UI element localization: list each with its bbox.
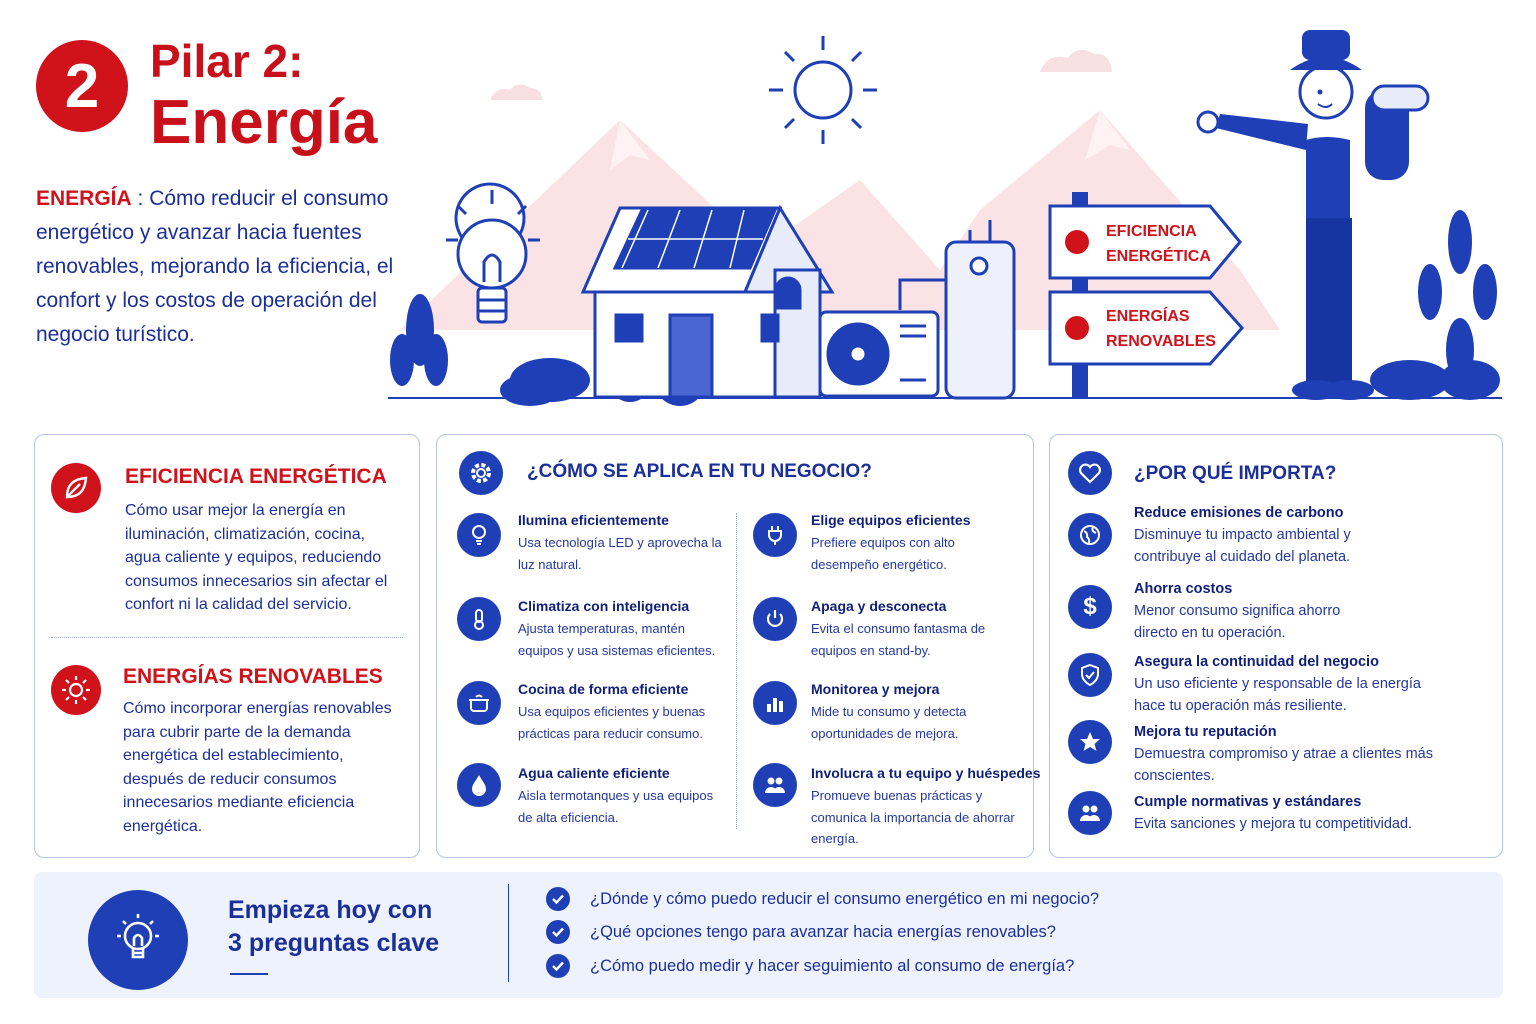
item-text: Promueve buenas prácticas y comunica la importancia de ahorrar energía. [811, 788, 1015, 846]
section-text-renovables: Cómo incorporar energías renovables para cubrir parte de la demanda energética del establecimiento, después de reducir consumos innecesarios mediante eficiencia energética. [123, 700, 392, 835]
sun-icon [1065, 316, 1089, 340]
heat-pump-unit [820, 312, 938, 396]
item-text: Prefiere equipos con alto desempeño energético. [811, 535, 955, 572]
item-title: Climatiza con inteligencia [518, 598, 690, 614]
plug-icon [753, 513, 797, 557]
title-line-1: Pilar 2: [150, 35, 304, 87]
sign2-line1: ENERGÍAS [1106, 308, 1190, 325]
check-icon [546, 920, 570, 944]
energy-illustration [380, 30, 1520, 430]
sign1-line1: EFICIENCIA [1106, 223, 1197, 240]
plant-shape [1370, 210, 1500, 400]
heart-icon [1068, 451, 1112, 495]
banner-title-line1: Empieza hoy con [228, 896, 433, 924]
question-text: ¿Cómo puedo medir y hacer seguimiento al consumo de energía? [590, 956, 1075, 975]
item-text: Evita el consumo fantasma de equipos en stand-by. [811, 621, 986, 658]
item-title: Cocina de forma eficiente [518, 681, 689, 697]
cta-banner [34, 872, 1503, 998]
why-title: Cumple normativas y estándares [1134, 794, 1362, 810]
divider [736, 513, 737, 829]
divider [51, 637, 403, 638]
why-text: Menor consumo significa ahorro directo en tu operación. [1134, 603, 1341, 641]
check-icon [546, 887, 570, 911]
power-icon [753, 597, 797, 641]
hiker-figure [1198, 30, 1428, 400]
why-text: Disminuye tu impacto ambiental y contribuye al cuidado del planeta. [1134, 527, 1351, 565]
question-text: ¿Dónde y cómo puedo reducir el consumo energético en mi negocio? [590, 889, 1100, 908]
item-title: Agua caliente eficiente [518, 765, 670, 781]
item-text: Usa tecnología LED y aprovecha la luz natural. [518, 535, 722, 572]
cloud-icon [1040, 50, 1112, 72]
divider [508, 884, 509, 982]
intro-text [36, 182, 396, 352]
dollar-icon: $ [1068, 585, 1112, 629]
why-text: Un uso eficiente y responsable de la energía hace tu operación más resiliente. [1134, 676, 1421, 714]
leaf-icon [51, 463, 101, 513]
page-title [150, 36, 377, 157]
house-shape [583, 208, 832, 397]
globe-icon [1068, 513, 1112, 557]
question-item [546, 919, 1056, 945]
why-title: Mejora tu reputación [1134, 724, 1277, 740]
why-text: Demuestra compromiso y atrae a clientes más conscientes. [1134, 746, 1433, 784]
question-text: ¿Qué opciones tengo para avanzar hacia energías renovables? [590, 922, 1056, 941]
sign1-line2: ENERGÉTICA [1106, 248, 1211, 265]
pillar-number: 2 [64, 51, 100, 121]
item-text: Usa equipos eficientes y buenas prácticas para reducir consumo. [518, 704, 706, 741]
gear-icon [459, 451, 503, 495]
card-how-it-applies [436, 434, 1041, 858]
why-title: Reduce emisiones de carbono [1134, 505, 1344, 521]
section-title-renovables: ENERGÍAS RENOVABLES [123, 665, 383, 688]
sun-icon [769, 36, 877, 144]
banner-title-line2: 3 preguntas clave [228, 929, 440, 957]
people-icon [753, 763, 797, 807]
question-item [546, 953, 1074, 979]
pillar-number-badge [36, 40, 128, 132]
item-title: Ilumina eficientemente [518, 512, 669, 528]
intro-keyword: ENERGÍA [36, 187, 132, 210]
water-drop-icon [457, 763, 501, 807]
underline-accent [230, 973, 268, 975]
item-title: Elige equipos eficientes [811, 512, 971, 528]
people-icon [1068, 791, 1112, 835]
sign2-line2: RENOVABLES [1106, 333, 1216, 350]
leaf-icon [1065, 230, 1089, 254]
item-title: Apaga y desconecta [811, 598, 947, 614]
card-pillar-areas [34, 434, 420, 858]
item-title: Monitorea y mejora [811, 681, 940, 697]
cloud-icon [490, 84, 542, 100]
shield-icon [1068, 653, 1112, 697]
why-text: Evita sanciones y mejora tu competitividad. [1134, 816, 1413, 832]
item-text: Ajusta temperaturas, mantén equipos y usa sistemas eficientes. [518, 621, 716, 658]
bar-chart-icon [753, 681, 797, 725]
banner-title [228, 894, 439, 960]
why-title: Ahorra costos [1134, 581, 1233, 597]
check-icon [546, 954, 570, 978]
lightbulb-icon [88, 890, 188, 990]
why-title: Asegura la continuidad del negocio [1134, 654, 1379, 670]
thermometer-icon [457, 597, 501, 641]
item-title: Involucra a tu equipo y huéspedes [811, 765, 1041, 781]
pot-icon [457, 681, 501, 725]
card-why-it-matters [1049, 434, 1503, 858]
question-item [546, 886, 1099, 912]
title-line-2: Energía [150, 87, 378, 157]
lightbulb-icon [457, 513, 501, 557]
intro-body: : Cómo reducir el consumo energético y avanzar hacia fuentes renovables, mejorando la eficiencia, el confort y los costos de operación del negocio turístico. [36, 187, 394, 346]
section-title-why: ¿POR QUÉ IMPORTA? [1134, 463, 1337, 484]
section-title-how: ¿CÓMO SE APLICA EN TU NEGOCIO? [527, 461, 872, 482]
star-icon [1068, 720, 1112, 764]
item-text: Mide tu consumo y detecta oportunidades de mejora. [811, 704, 967, 741]
item-text: Aisla termotanques y usa equipos de alta eficiencia. [518, 788, 714, 825]
section-title-eficiencia: EFICIENCIA ENERGÉTICA [125, 465, 387, 488]
sun-icon [51, 665, 101, 715]
section-text-eficiencia: Cómo usar mejor la energía en iluminación, climatización, cocina, agua caliente y equipos, reduciendo consumos innecesarios sin afectar el confort ni la calidad del servicio. [125, 502, 388, 613]
